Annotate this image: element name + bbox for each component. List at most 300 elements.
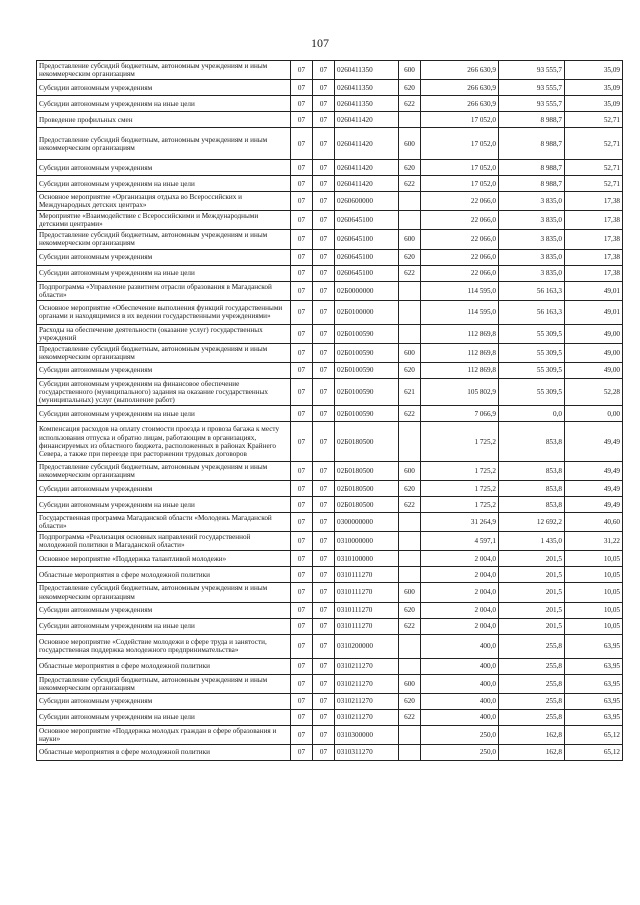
row-csr-code: 02Б0100590: [335, 324, 399, 343]
row-exec-percent: 52,71: [565, 112, 623, 128]
row-exec-percent: 52,71: [565, 176, 623, 192]
row-exec-amount: 255,8: [499, 634, 565, 658]
row-csr-code: 0310211270: [335, 658, 399, 674]
row-exec-amount: 162,8: [499, 744, 565, 760]
row-rz-code: 07: [291, 378, 313, 405]
row-plan-amount: 400,0: [421, 634, 499, 658]
row-pr-code: 07: [313, 128, 335, 160]
row-plan-amount: 1 725,2: [421, 462, 499, 481]
row-plan-amount: 22 066,0: [421, 192, 499, 211]
row-vr-code: 621: [399, 378, 421, 405]
row-rz-code: 07: [291, 300, 313, 324]
row-rz-code: 07: [291, 725, 313, 744]
row-plan-amount: 400,0: [421, 658, 499, 674]
row-plan-amount: 7 066,9: [421, 406, 499, 422]
table-row: [37, 230, 623, 249]
row-vr-code: 620: [399, 481, 421, 497]
row-exec-percent: 49,00: [565, 362, 623, 378]
row-exec-amount: 8 988,7: [499, 160, 565, 176]
row-vr-code: 600: [399, 230, 421, 249]
row-exec-percent: 52,71: [565, 128, 623, 160]
row-rz-code: 07: [291, 583, 313, 602]
row-exec-percent: 52,28: [565, 378, 623, 405]
row-name: Субсидии автономным учреждениям на иные цели: [37, 618, 291, 634]
row-exec-percent: 10,05: [565, 618, 623, 634]
row-exec-percent: 65,12: [565, 744, 623, 760]
row-exec-amount: 93 555,7: [499, 61, 565, 80]
row-exec-amount: 255,8: [499, 658, 565, 674]
row-rz-code: 07: [291, 192, 313, 211]
row-exec-percent: 49,49: [565, 422, 623, 462]
row-csr-code: 0310100000: [335, 551, 399, 567]
row-pr-code: 07: [313, 96, 335, 112]
row-pr-code: 07: [313, 160, 335, 176]
row-vr-code: 622: [399, 618, 421, 634]
table-row: [37, 362, 623, 378]
row-rz-code: 07: [291, 96, 313, 112]
row-plan-amount: 105 802,9: [421, 378, 499, 405]
row-csr-code: 0310211270: [335, 709, 399, 725]
row-name: Субсидии автономным учреждениям на иные цели: [37, 96, 291, 112]
row-csr-code: 0310211270: [335, 693, 399, 709]
row-exec-percent: 49,01: [565, 300, 623, 324]
row-name: Субсидии автономным учреждениям: [37, 80, 291, 96]
row-exec-amount: 201,5: [499, 602, 565, 618]
row-plan-amount: 112 869,8: [421, 362, 499, 378]
row-name: Предоставление субсидий бюджетным, автономным учреждениям и иным некоммерческим организациям: [37, 343, 291, 362]
row-exec-amount: 853,8: [499, 462, 565, 481]
row-plan-amount: 266 630,9: [421, 61, 499, 80]
row-exec-percent: 40,60: [565, 513, 623, 532]
row-csr-code: 0300000000: [335, 513, 399, 532]
row-csr-code: 0260411420: [335, 176, 399, 192]
row-pr-code: 07: [313, 513, 335, 532]
row-rz-code: 07: [291, 324, 313, 343]
row-name: Подпрограмма «Управление развитием отрасли образования в Магаданской области»: [37, 281, 291, 300]
row-vr-code: 622: [399, 265, 421, 281]
row-csr-code: 0310111270: [335, 567, 399, 583]
table-row: [37, 61, 623, 80]
row-rz-code: 07: [291, 422, 313, 462]
row-pr-code: 07: [313, 406, 335, 422]
table-row: [37, 128, 623, 160]
row-rz-code: 07: [291, 80, 313, 96]
row-exec-amount: 93 555,7: [499, 80, 565, 96]
row-pr-code: 07: [313, 709, 335, 725]
row-vr-code: [399, 300, 421, 324]
row-pr-code: 07: [313, 176, 335, 192]
row-csr-code: 0260600000: [335, 192, 399, 211]
row-exec-amount: 1 435,0: [499, 532, 565, 551]
row-rz-code: 07: [291, 634, 313, 658]
row-pr-code: 07: [313, 80, 335, 96]
row-csr-code: 02Б0180500: [335, 462, 399, 481]
row-plan-amount: 112 869,8: [421, 343, 499, 362]
row-exec-amount: 93 555,7: [499, 96, 565, 112]
row-name: Областные мероприятия в сфере молодежной политики: [37, 744, 291, 760]
row-exec-amount: 201,5: [499, 551, 565, 567]
row-plan-amount: 250,0: [421, 725, 499, 744]
row-vr-code: [399, 422, 421, 462]
row-exec-percent: 17,38: [565, 249, 623, 265]
row-exec-percent: 63,95: [565, 634, 623, 658]
row-exec-amount: 3 835,0: [499, 249, 565, 265]
table-row: [37, 378, 623, 405]
row-plan-amount: 31 264,9: [421, 513, 499, 532]
row-name: Проведение профильных смен: [37, 112, 291, 128]
row-pr-code: 07: [313, 658, 335, 674]
table-row: [37, 532, 623, 551]
row-name: Основное мероприятие «Содействие молодежи в сфере труда и занятости, государственная поддержка молодежного предпринимательства»: [37, 634, 291, 658]
row-rz-code: 07: [291, 249, 313, 265]
row-csr-code: 0260411350: [335, 61, 399, 80]
row-pr-code: 07: [313, 618, 335, 634]
table-row: [37, 112, 623, 128]
row-rz-code: 07: [291, 567, 313, 583]
row-pr-code: 07: [313, 462, 335, 481]
table-row: [37, 744, 623, 760]
table-row: [37, 513, 623, 532]
table-row: [37, 674, 623, 693]
row-vr-code: [399, 281, 421, 300]
row-plan-amount: 2 004,0: [421, 567, 499, 583]
row-plan-amount: 114 595,0: [421, 281, 499, 300]
row-exec-percent: 63,95: [565, 674, 623, 693]
row-csr-code: 02Б0180500: [335, 481, 399, 497]
row-exec-amount: 8 988,7: [499, 112, 565, 128]
row-exec-percent: 49,49: [565, 462, 623, 481]
row-vr-code: 620: [399, 693, 421, 709]
row-exec-amount: 56 163,3: [499, 281, 565, 300]
row-vr-code: [399, 725, 421, 744]
row-exec-amount: 55 309,5: [499, 343, 565, 362]
row-exec-percent: 63,95: [565, 709, 623, 725]
row-pr-code: 07: [313, 497, 335, 513]
row-rz-code: 07: [291, 128, 313, 160]
table-row: [37, 725, 623, 744]
row-plan-amount: 4 597,1: [421, 532, 499, 551]
row-exec-percent: 65,12: [565, 725, 623, 744]
row-vr-code: [399, 551, 421, 567]
row-pr-code: 07: [313, 112, 335, 128]
row-name: Областные мероприятия в сфере молодежной политики: [37, 567, 291, 583]
row-exec-amount: 55 309,5: [499, 324, 565, 343]
row-csr-code: 0310300000: [335, 725, 399, 744]
row-exec-percent: 49,00: [565, 343, 623, 362]
row-vr-code: [399, 211, 421, 230]
row-exec-amount: 55 309,5: [499, 362, 565, 378]
row-exec-amount: 853,8: [499, 497, 565, 513]
row-plan-amount: 17 052,0: [421, 112, 499, 128]
row-exec-amount: 55 309,5: [499, 378, 565, 405]
row-rz-code: 07: [291, 497, 313, 513]
table-row: [37, 602, 623, 618]
row-name: Основное мероприятие «Организация отдыха во Всероссийских и Международных детских центрах»: [37, 192, 291, 211]
row-plan-amount: 17 052,0: [421, 160, 499, 176]
row-csr-code: 02Б0100590: [335, 378, 399, 405]
row-exec-amount: 3 835,0: [499, 265, 565, 281]
row-pr-code: 07: [313, 211, 335, 230]
row-exec-percent: 49,49: [565, 481, 623, 497]
table-body: [37, 61, 623, 761]
row-vr-code: [399, 324, 421, 343]
table-row: [37, 658, 623, 674]
row-vr-code: 600: [399, 583, 421, 602]
row-exec-amount: 3 835,0: [499, 192, 565, 211]
table-row: [37, 422, 623, 462]
table-row: [37, 634, 623, 658]
row-name: Основное мероприятие «Обеспечение выполнения функций государственными органами и находящимися в их ведении государственными учреждениями»: [37, 300, 291, 324]
row-exec-amount: 3 835,0: [499, 230, 565, 249]
row-rz-code: 07: [291, 230, 313, 249]
row-rz-code: 07: [291, 602, 313, 618]
table-row: [37, 551, 623, 567]
row-exec-percent: 63,95: [565, 693, 623, 709]
row-pr-code: 07: [313, 567, 335, 583]
row-plan-amount: 250,0: [421, 744, 499, 760]
row-plan-amount: 17 052,0: [421, 128, 499, 160]
row-plan-amount: 2 004,0: [421, 551, 499, 567]
row-rz-code: 07: [291, 693, 313, 709]
row-exec-amount: 201,5: [499, 583, 565, 602]
row-exec-percent: 35,09: [565, 61, 623, 80]
row-exec-percent: 49,00: [565, 324, 623, 343]
row-exec-percent: 10,05: [565, 583, 623, 602]
row-exec-amount: 201,5: [499, 618, 565, 634]
row-exec-amount: 12 692,2: [499, 513, 565, 532]
row-pr-code: 07: [313, 61, 335, 80]
row-name: Областные мероприятия в сфере молодежной политики: [37, 658, 291, 674]
row-vr-code: 600: [399, 674, 421, 693]
row-exec-amount: 3 835,0: [499, 211, 565, 230]
table-row: [37, 462, 623, 481]
row-csr-code: 0260645100: [335, 249, 399, 265]
row-exec-amount: 853,8: [499, 422, 565, 462]
budget-table: [36, 60, 623, 761]
row-pr-code: 07: [313, 551, 335, 567]
table-row: [37, 406, 623, 422]
row-plan-amount: 2 004,0: [421, 618, 499, 634]
row-pr-code: 07: [313, 693, 335, 709]
table-row: [37, 567, 623, 583]
row-name: Предоставление субсидий бюджетным, автономным учреждениям и иным некоммерческим организациям: [37, 583, 291, 602]
row-vr-code: 600: [399, 343, 421, 362]
row-vr-code: 620: [399, 602, 421, 618]
row-pr-code: 07: [313, 378, 335, 405]
row-plan-amount: 114 595,0: [421, 300, 499, 324]
row-rz-code: 07: [291, 61, 313, 80]
row-vr-code: [399, 567, 421, 583]
row-exec-percent: 49,01: [565, 281, 623, 300]
row-pr-code: 07: [313, 481, 335, 497]
row-csr-code: 0310211270: [335, 674, 399, 693]
row-exec-amount: 56 163,3: [499, 300, 565, 324]
row-plan-amount: 400,0: [421, 674, 499, 693]
row-exec-percent: 63,95: [565, 658, 623, 674]
row-rz-code: 07: [291, 112, 313, 128]
row-name: Субсидии автономным учреждениям: [37, 160, 291, 176]
row-vr-code: [399, 513, 421, 532]
row-plan-amount: 22 066,0: [421, 265, 499, 281]
table-row: [37, 211, 623, 230]
table-row: [37, 300, 623, 324]
row-csr-code: 0310200000: [335, 634, 399, 658]
table-row: [37, 192, 623, 211]
row-csr-code: 0310000000: [335, 532, 399, 551]
row-name: Субсидии автономным учреждениям на иные цели: [37, 709, 291, 725]
row-rz-code: 07: [291, 744, 313, 760]
row-name: Субсидии автономным учреждениям: [37, 693, 291, 709]
row-exec-percent: 49,49: [565, 497, 623, 513]
table-row: [37, 618, 623, 634]
row-csr-code: 0260645100: [335, 265, 399, 281]
row-vr-code: [399, 744, 421, 760]
row-vr-code: 620: [399, 160, 421, 176]
row-plan-amount: 22 066,0: [421, 211, 499, 230]
row-exec-amount: 8 988,7: [499, 128, 565, 160]
row-vr-code: 620: [399, 362, 421, 378]
row-pr-code: 07: [313, 725, 335, 744]
row-plan-amount: 266 630,9: [421, 96, 499, 112]
table-row: [37, 497, 623, 513]
row-vr-code: 600: [399, 61, 421, 80]
row-csr-code: 0260411350: [335, 80, 399, 96]
row-name: Субсидии автономным учреждениям: [37, 481, 291, 497]
row-pr-code: 07: [313, 324, 335, 343]
row-rz-code: 07: [291, 709, 313, 725]
row-vr-code: [399, 634, 421, 658]
table-row: [37, 583, 623, 602]
row-rz-code: 07: [291, 281, 313, 300]
row-vr-code: 620: [399, 249, 421, 265]
row-name: Предоставление субсидий бюджетным, автономным учреждениям и иным некоммерческим организациям: [37, 674, 291, 693]
row-rz-code: 07: [291, 176, 313, 192]
row-csr-code: 02Б0100590: [335, 343, 399, 362]
row-rz-code: 07: [291, 462, 313, 481]
row-exec-amount: 255,8: [499, 709, 565, 725]
row-name: Субсидии автономным учреждениям на иные цели: [37, 406, 291, 422]
row-name: Подпрограмма «Реализация основных направлений государственной молодежной политики в Магаданской области»: [37, 532, 291, 551]
row-csr-code: 02Б0180500: [335, 497, 399, 513]
row-plan-amount: 400,0: [421, 709, 499, 725]
table-row: [37, 481, 623, 497]
row-plan-amount: 1 725,2: [421, 481, 499, 497]
row-vr-code: [399, 658, 421, 674]
row-plan-amount: 2 004,0: [421, 602, 499, 618]
row-rz-code: 07: [291, 532, 313, 551]
table-row: [37, 693, 623, 709]
row-rz-code: 07: [291, 674, 313, 693]
row-csr-code: 0310111270: [335, 602, 399, 618]
row-pr-code: 07: [313, 634, 335, 658]
row-vr-code: 622: [399, 497, 421, 513]
row-csr-code: 02Б0100590: [335, 406, 399, 422]
row-rz-code: 07: [291, 551, 313, 567]
row-plan-amount: 266 630,9: [421, 80, 499, 96]
row-vr-code: [399, 192, 421, 211]
table-row: [37, 709, 623, 725]
row-csr-code: 0260645100: [335, 230, 399, 249]
row-plan-amount: 2 004,0: [421, 583, 499, 602]
row-name: Предоставление субсидий бюджетным, автономным учреждениям и иным некоммерческим организациям: [37, 128, 291, 160]
row-vr-code: 622: [399, 96, 421, 112]
row-exec-percent: 0,00: [565, 406, 623, 422]
row-csr-code: 02Б0100000: [335, 300, 399, 324]
row-vr-code: 600: [399, 462, 421, 481]
row-exec-amount: 853,8: [499, 481, 565, 497]
row-exec-amount: 8 988,7: [499, 176, 565, 192]
page-number: 107: [311, 36, 329, 50]
row-name: Субсидии автономным учреждениям: [37, 602, 291, 618]
row-csr-code: 0260411420: [335, 128, 399, 160]
row-rz-code: 07: [291, 513, 313, 532]
row-vr-code: 622: [399, 406, 421, 422]
row-plan-amount: 112 869,8: [421, 324, 499, 343]
row-name: Субсидии автономным учреждениям: [37, 249, 291, 265]
row-name: Компенсация расходов на оплату стоимости проезда и провоза багажа к месту использования отпуска и обратно лицам, работающим в организациях, финансируемых из областного бюджета, расположенных в районах Крайнего Севера, а также при переезде при расторжении трудовых договоров: [37, 422, 291, 462]
table-row: [37, 80, 623, 96]
row-name: Основное мероприятие «Поддержка талантливой молодежи»: [37, 551, 291, 567]
table-row: [37, 343, 623, 362]
row-pr-code: 07: [313, 532, 335, 551]
row-rz-code: 07: [291, 211, 313, 230]
row-rz-code: 07: [291, 658, 313, 674]
row-plan-amount: 1 725,2: [421, 497, 499, 513]
row-exec-percent: 17,38: [565, 265, 623, 281]
row-name: Расходы на обеспечение деятельности (оказание услуг) государственных учреждений: [37, 324, 291, 343]
row-name: Субсидии автономным учреждениям на финансовое обеспечение государственного (муниципального) задания на оказание государственных (муниципальных) услуг (выполнение работ): [37, 378, 291, 405]
row-pr-code: 07: [313, 422, 335, 462]
row-name: Предоставление субсидий бюджетным, автономным учреждениям и иным некоммерческим организациям: [37, 230, 291, 249]
row-name: Субсидии автономным учреждениям на иные цели: [37, 176, 291, 192]
row-pr-code: 07: [313, 744, 335, 760]
row-exec-percent: 31,22: [565, 532, 623, 551]
row-pr-code: 07: [313, 583, 335, 602]
row-csr-code: 0260411420: [335, 160, 399, 176]
row-name: Предоставление субсидий бюджетным, автономным учреждениям и иным некоммерческим организациям: [37, 61, 291, 80]
row-exec-percent: 35,09: [565, 96, 623, 112]
row-vr-code: [399, 532, 421, 551]
row-rz-code: 07: [291, 160, 313, 176]
row-rz-code: 07: [291, 265, 313, 281]
row-rz-code: 07: [291, 481, 313, 497]
row-name: Государственная программа Магаданской области «Молодежь Магаданской области»: [37, 513, 291, 532]
row-pr-code: 07: [313, 300, 335, 324]
row-exec-percent: 10,05: [565, 602, 623, 618]
row-rz-code: 07: [291, 406, 313, 422]
row-exec-amount: 0,0: [499, 406, 565, 422]
row-exec-amount: 255,8: [499, 693, 565, 709]
row-exec-amount: 201,5: [499, 567, 565, 583]
row-vr-code: 622: [399, 709, 421, 725]
row-exec-percent: 17,38: [565, 230, 623, 249]
row-pr-code: 07: [313, 249, 335, 265]
row-exec-percent: 17,38: [565, 211, 623, 230]
row-exec-percent: 52,71: [565, 160, 623, 176]
row-csr-code: 02Б0100590: [335, 362, 399, 378]
row-vr-code: 620: [399, 80, 421, 96]
row-csr-code: 0260411420: [335, 112, 399, 128]
row-name: Основное мероприятие «Поддержка молодых граждан в сфере образования и науки»: [37, 725, 291, 744]
row-pr-code: 07: [313, 343, 335, 362]
row-rz-code: 07: [291, 618, 313, 634]
row-rz-code: 07: [291, 343, 313, 362]
row-exec-amount: 162,8: [499, 725, 565, 744]
row-name: Субсидии автономным учреждениям: [37, 362, 291, 378]
row-csr-code: 0310311270: [335, 744, 399, 760]
row-exec-percent: 10,05: [565, 567, 623, 583]
row-pr-code: 07: [313, 192, 335, 211]
